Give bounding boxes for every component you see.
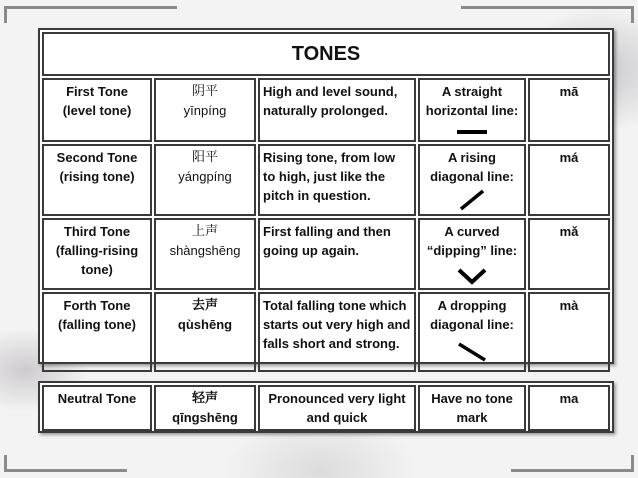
tone-name-cell	[42, 78, 152, 142]
tone-line-cell	[418, 218, 526, 290]
tone-line-cell: Have no tone mark	[418, 385, 526, 431]
tone-line-cell	[418, 144, 526, 216]
tone-name-line: (falling tone)	[58, 317, 136, 332]
example-cell: mǎ	[528, 218, 610, 290]
table-row	[42, 218, 610, 290]
tone-line-cell	[418, 78, 526, 142]
pinyin-term: yángpíng	[178, 169, 232, 184]
chinese-term: 上声	[191, 224, 218, 239]
flat-line-icon	[455, 126, 489, 138]
tone-line-text: A curved “dipping” line:	[426, 224, 518, 258]
tone-name-cell	[42, 292, 152, 372]
fretwork-border-bottom-left	[4, 455, 127, 472]
table-row	[42, 144, 610, 216]
pinyin-term: yīnpíng	[183, 103, 227, 118]
chinese-term: 阳平	[191, 150, 218, 165]
chinese-term-cell	[154, 292, 256, 372]
example-cell: má	[528, 144, 610, 216]
tone-line-text: A straight horizontal line:	[425, 84, 519, 118]
chinese-term-cell	[154, 385, 256, 431]
tone-name-line: Forth Tone	[63, 298, 131, 313]
chinese-term-cell	[154, 218, 256, 290]
tone-line-text: A rising diagonal line:	[430, 150, 514, 184]
description-cell: Pronounced very light and quick	[258, 385, 416, 431]
tone-name-line: Second Tone	[56, 150, 138, 165]
tones-table-panel	[38, 28, 614, 364]
tone-name-cell: Neutral Tone	[42, 385, 152, 431]
chinese-term-cell	[154, 78, 256, 142]
pinyin-term: qīngshēng	[172, 410, 238, 425]
tone-name-line: tone)	[81, 262, 113, 277]
tone-name-line: Third Tone	[63, 224, 131, 239]
neutral-tone-table	[40, 383, 612, 433]
neutral-tone-panel	[38, 381, 614, 433]
chinese-term: 阴平	[191, 84, 218, 99]
fretwork-border-top-right	[461, 6, 634, 23]
tone-name-line: (level tone)	[62, 103, 132, 118]
table-row	[42, 78, 610, 142]
tone-name-line: (falling-rising	[55, 243, 139, 258]
tone-line-cell	[418, 292, 526, 372]
chinese-term: 轻声	[191, 391, 218, 406]
table-row	[42, 385, 610, 431]
tone-name-cell	[42, 218, 152, 290]
table-title: TONES	[42, 32, 610, 76]
example-cell: mā	[528, 78, 610, 142]
tone-name-line: First Tone	[66, 84, 128, 99]
pinyin-term: qùshēng	[177, 317, 233, 332]
fretwork-border-bottom-right	[511, 455, 634, 472]
chinese-term: 去声	[191, 298, 218, 313]
example-cell: ma	[528, 385, 610, 431]
tone-line-text: A dropping diagonal line:	[430, 298, 514, 332]
chinese-term-cell	[154, 144, 256, 216]
dipping-line-icon	[455, 266, 489, 286]
rising-line-icon	[455, 188, 489, 212]
tone-name-cell	[42, 144, 152, 216]
falling-line-icon	[455, 340, 489, 364]
description-cell: High and level sound, naturally prolonged.	[258, 78, 416, 142]
description-cell: Total falling tone which starts out very high and falls short and strong.	[258, 292, 416, 372]
pinyin-term: shàngshēng	[169, 243, 241, 258]
description-cell: Rising tone, from low to high, just like the pitch in question.	[258, 144, 416, 216]
fretwork-border-top-left	[4, 6, 177, 23]
tones-table	[40, 30, 612, 374]
description-cell: First falling and then going up again.	[258, 218, 416, 290]
table-row	[42, 292, 610, 372]
tone-name-line: (rising tone)	[59, 169, 135, 184]
example-cell: mà	[528, 292, 610, 372]
